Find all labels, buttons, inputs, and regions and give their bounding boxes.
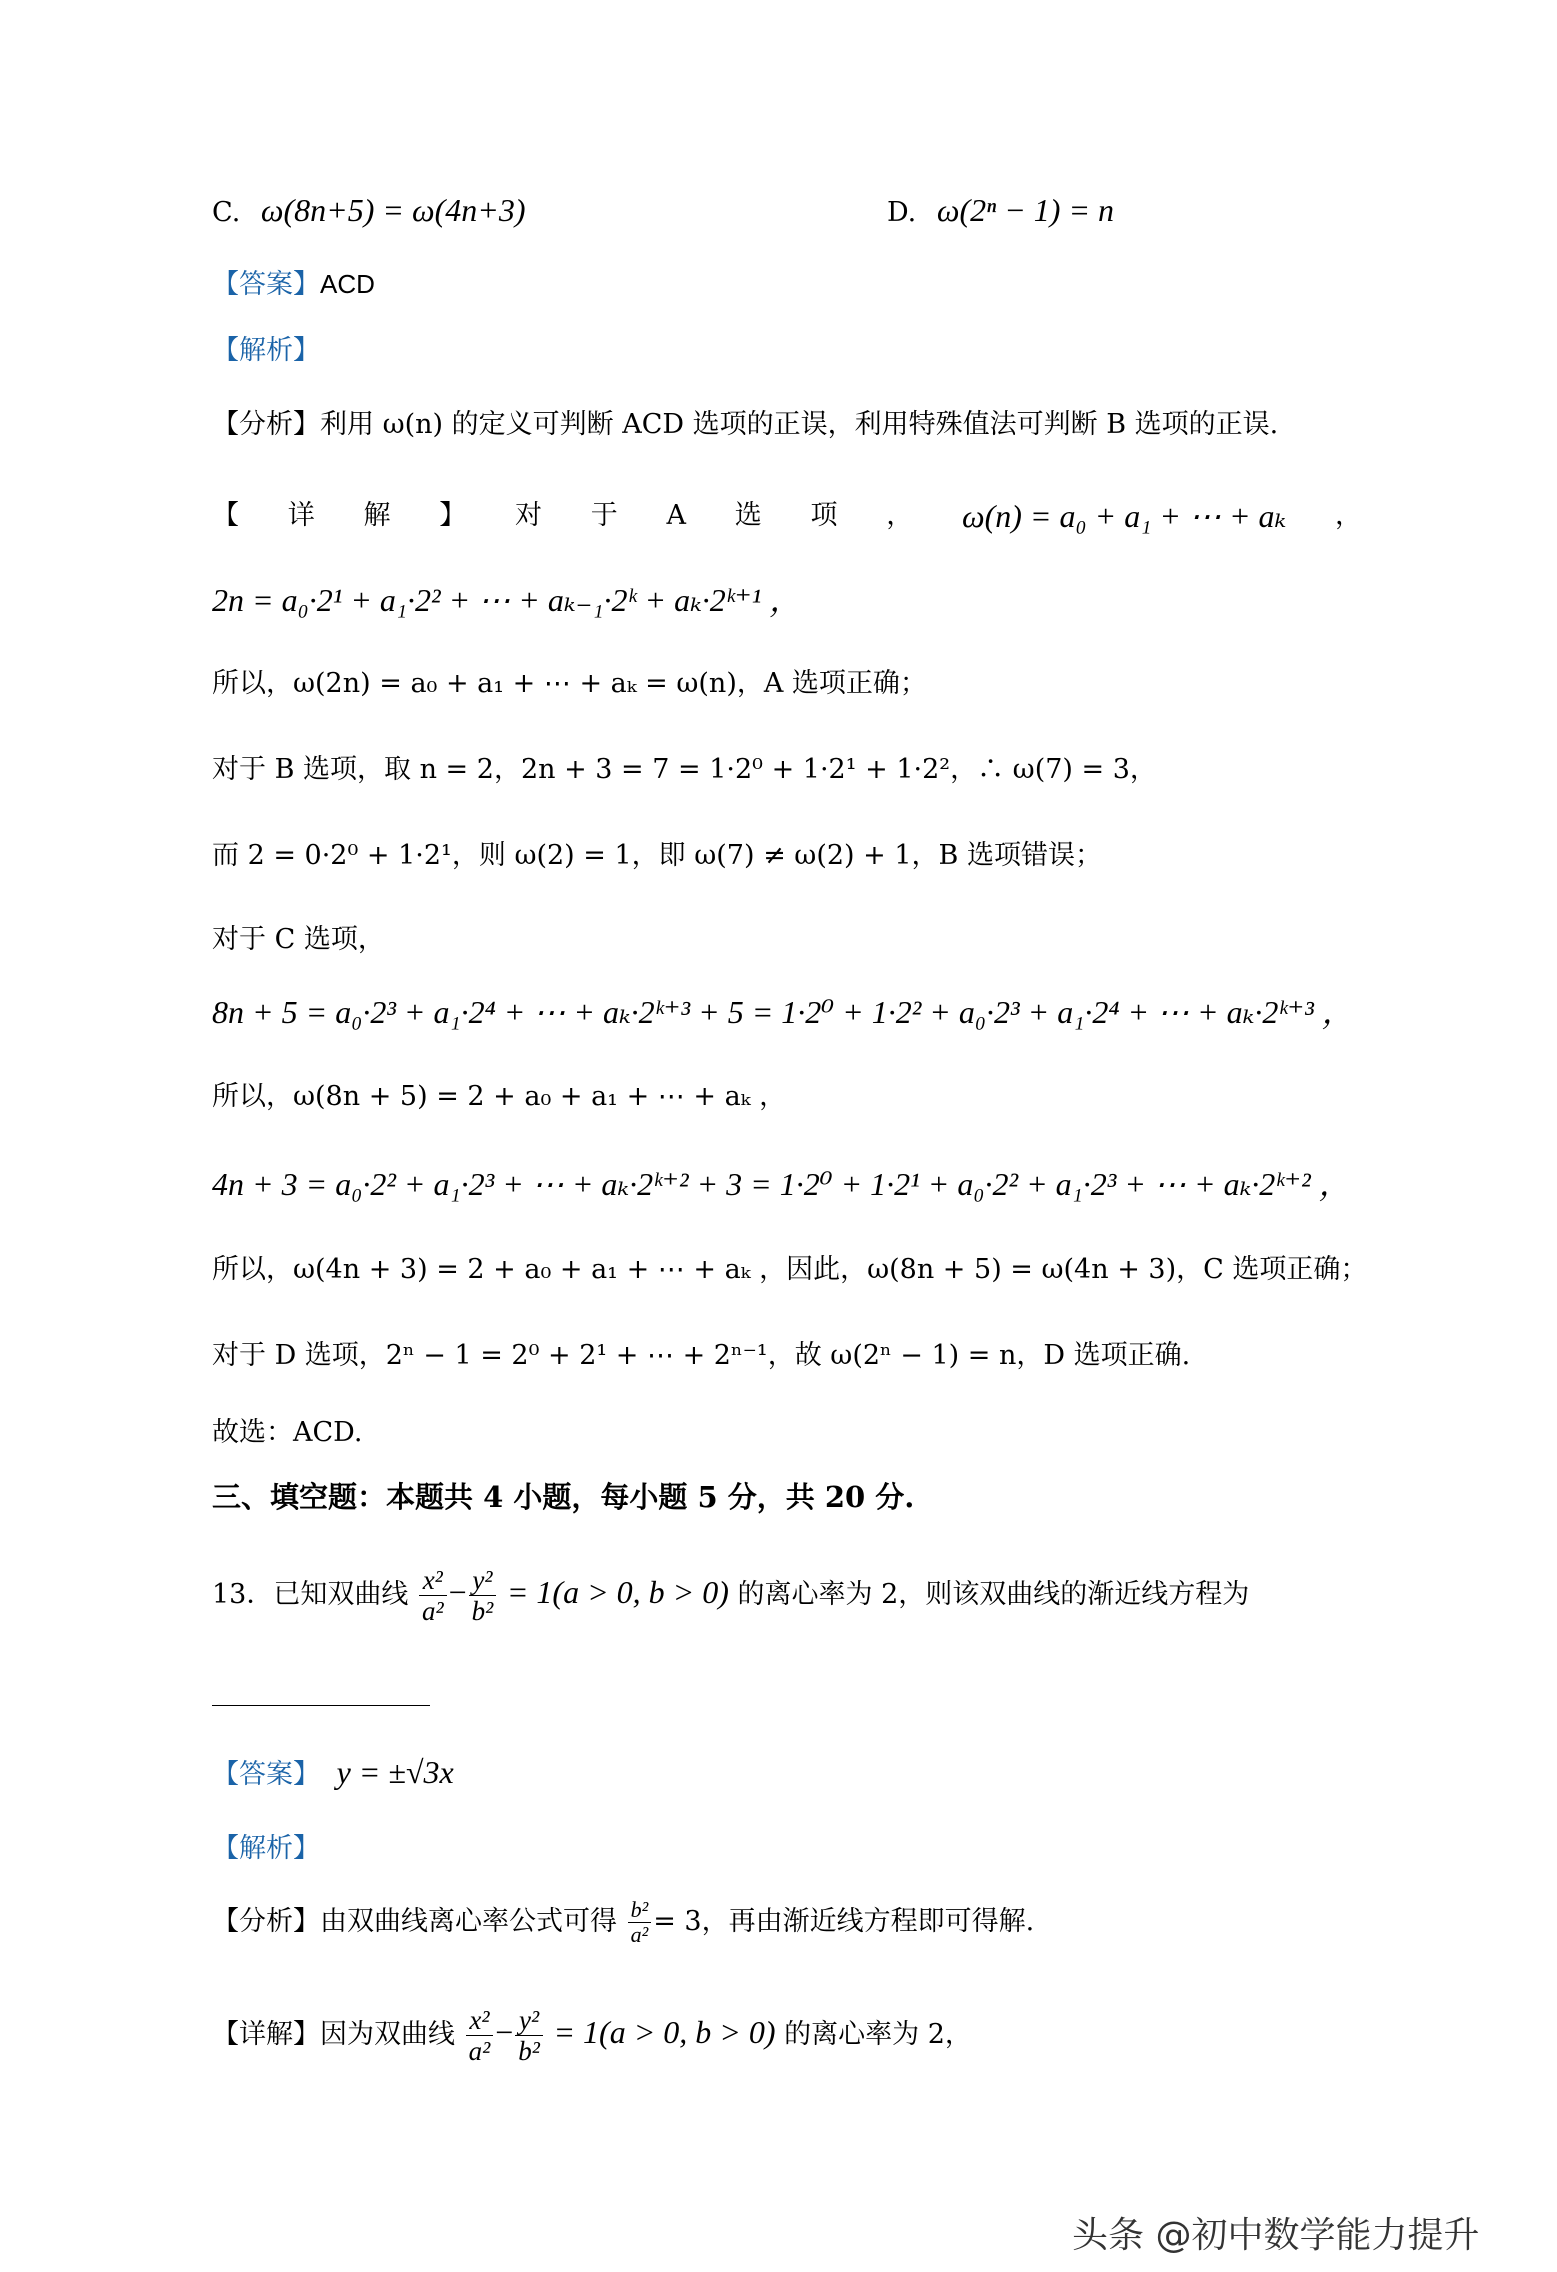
- q12-analysis: [212, 330, 320, 371]
- q13-condition: = 1(a > 0, b > 0): [506, 1574, 729, 1610]
- detail-intro-4: 项: [810, 500, 838, 531]
- q12-line-a: 所以，ω(2n) = a₀ + a₁ + ⋯ + aₖ = ω(n)，A 选项正确；: [212, 668, 927, 699]
- analysis-tag: 【解析】: [212, 335, 320, 365]
- q13-detail-frac-y-den: b²: [518, 2036, 540, 2066]
- q12-answer: [212, 264, 375, 305]
- q13-analysis-tag: 【解析】: [212, 1833, 320, 1863]
- q13-suffix: 的离心率为 2，则该双曲线的渐近线方程为: [737, 1579, 1250, 1610]
- option-c-expr: ω(8n+5) = ω(4n+3): [260, 192, 526, 228]
- option-d: [887, 190, 1114, 233]
- q13-frac-y: [469, 1565, 497, 1626]
- q12-conclusion: 故选：ACD.: [212, 1417, 363, 1448]
- q13-detail-condition: = 1(a > 0, b > 0): [553, 2014, 776, 2050]
- detail-intro-5: ，: [886, 500, 914, 531]
- q12-line-c4: 所以，ω(4n + 3) = 2 + a₀ + a₁ + ⋯ + aₖ ，因此，ω(8n + 5) = ω(4n + 3)，C 选项正确；: [212, 1254, 1368, 1285]
- q12-summary: [212, 405, 1278, 445]
- answer-tag: 【答案】: [212, 269, 320, 299]
- detail-expr: ω(n) = a₀ + a₁ + ⋯ + aₖ: [962, 498, 1287, 534]
- detail-tag-0: 【: [212, 500, 239, 531]
- q13-frac-x-num: x²: [419, 1565, 447, 1596]
- q13-summary-frac: [628, 1898, 652, 1947]
- q12-detail-row: [212, 496, 1362, 536]
- detail-tag-2: 解: [363, 500, 391, 531]
- q12-line-b2: 而 2 = 0·2⁰ + 1·2¹，则 ω(2) = 1，即 ω(7) ≠ ω(2) + 1，B 选项错误；: [212, 840, 1102, 871]
- q13-frac-x-den: a²: [421, 1596, 444, 1626]
- q13-detail-frac-x-num: x²: [466, 2005, 494, 2036]
- q13-analysis: [212, 1828, 320, 1869]
- detail-intro-1: 于: [590, 500, 618, 531]
- q13-summary-post: = 3，再由渐近线方程即可得解.: [653, 1906, 1035, 1937]
- q13-detail: [212, 2000, 972, 2067]
- q13-minus: −: [448, 1574, 467, 1610]
- answer-blank-line: [212, 1705, 430, 1706]
- q12-line-2n: 2n = a₀·2¹ + a₁·2² + ⋯ + aₖ₋₁·2ᵏ + aₖ·2ᵏ⁺¹ ，: [212, 582, 802, 618]
- q13-detail-frac-y: [515, 2005, 543, 2066]
- section-heading: 三、填空题：本题共 4 小题，每小题 5 分，共 20 分.: [212, 1480, 915, 1514]
- detail-intro-0: 对: [515, 500, 542, 531]
- detail-intro-3: 选: [734, 500, 762, 531]
- q13-detail-minus: −: [495, 2014, 514, 2050]
- option-c: [212, 190, 525, 233]
- q13-summary: [212, 1890, 1034, 1954]
- q13-frac-y-den: b²: [471, 1596, 494, 1626]
- summary-text: 利用 ω(n) 的定义可判断 ACD 选项的正误，利用特殊值法可判断 B 选项的正误.: [320, 409, 1279, 440]
- q13-answer-tag: 【答案】: [212, 1759, 320, 1789]
- q12-line-c2: 所以，ω(8n + 5) = 2 + a₀ + a₁ + ⋯ + aₖ ，: [212, 1081, 787, 1112]
- summary-tag: 【分析】: [212, 409, 320, 440]
- watermark: 头条 @初中数学能力提升: [1072, 2215, 1480, 2256]
- q13-stem: [212, 1560, 1249, 1627]
- detail-tag-3: 】: [439, 500, 467, 531]
- answer-value: ACD: [320, 269, 375, 299]
- option-d-expr: ω(2ⁿ − 1) = n: [936, 192, 1115, 228]
- option-d-label: D.: [887, 197, 917, 228]
- q13-detail-frac-y-num: y²: [515, 2005, 543, 2036]
- q13-answer-value: y = ±√3x: [336, 1754, 454, 1790]
- q13-detail-frac-x-den: a²: [468, 2036, 491, 2066]
- q13-detail-post: 的离心率为 2，: [784, 2019, 972, 2050]
- q13-detail-tag: 【详解】: [212, 2019, 320, 2050]
- q13-prefix: 13．已知双曲线: [212, 1579, 409, 1610]
- q13-frac-y-num: y²: [469, 1565, 497, 1596]
- q13-summary-frac-den: a²: [630, 1922, 649, 1947]
- q13-summary-tag: 【分析】: [212, 1906, 320, 1937]
- q13-answer: [212, 1752, 454, 1795]
- detail-end: ，: [1334, 500, 1362, 531]
- q12-line-c-intro: 对于 C 选项，: [212, 924, 385, 955]
- detail-tag-1: 详: [287, 500, 315, 531]
- q13-frac-x: [419, 1565, 447, 1626]
- q13-detail-frac-x: [466, 2005, 494, 2066]
- q12-line-c1: 8n + 5 = a₀·2³ + a₁·2⁴ + ⋯ + aₖ·2ᵏ⁺³ + 5 = 1·2⁰ + 1·2² + a₀·2³ + a₁·2⁴ + ⋯ + aₖ·2ᵏ⁺³ ，: [212, 994, 1354, 1030]
- detail-intro-2: A: [666, 500, 686, 531]
- option-c-label: C.: [212, 197, 241, 228]
- q13-summary-pre: 由双曲线离心率公式可得: [320, 1906, 617, 1937]
- q13-detail-pre: 因为双曲线: [320, 2019, 455, 2050]
- q12-line-c3: 4n + 3 = a₀·2² + a₁·2³ + ⋯ + aₖ·2ᵏ⁺² + 3 = 1·2⁰ + 1·2¹ + a₀·2² + a₁·2³ + ⋯ + aₖ·2ᵏ⁺² ，: [212, 1166, 1351, 1202]
- q12-line-d: 对于 D 选项，2ⁿ − 1 = 2⁰ + 2¹ + ⋯ + 2ⁿ⁻¹，故 ω(2ⁿ − 1) = n，D 选项正确.: [212, 1340, 1191, 1371]
- q13-summary-frac-num: b²: [628, 1898, 652, 1923]
- q12-line-b1: 对于 B 选项，取 n = 2，2n + 3 = 7 = 1·2⁰ + 1·2¹ + 1·2²，∴ ω(7) = 3，: [212, 754, 1157, 785]
